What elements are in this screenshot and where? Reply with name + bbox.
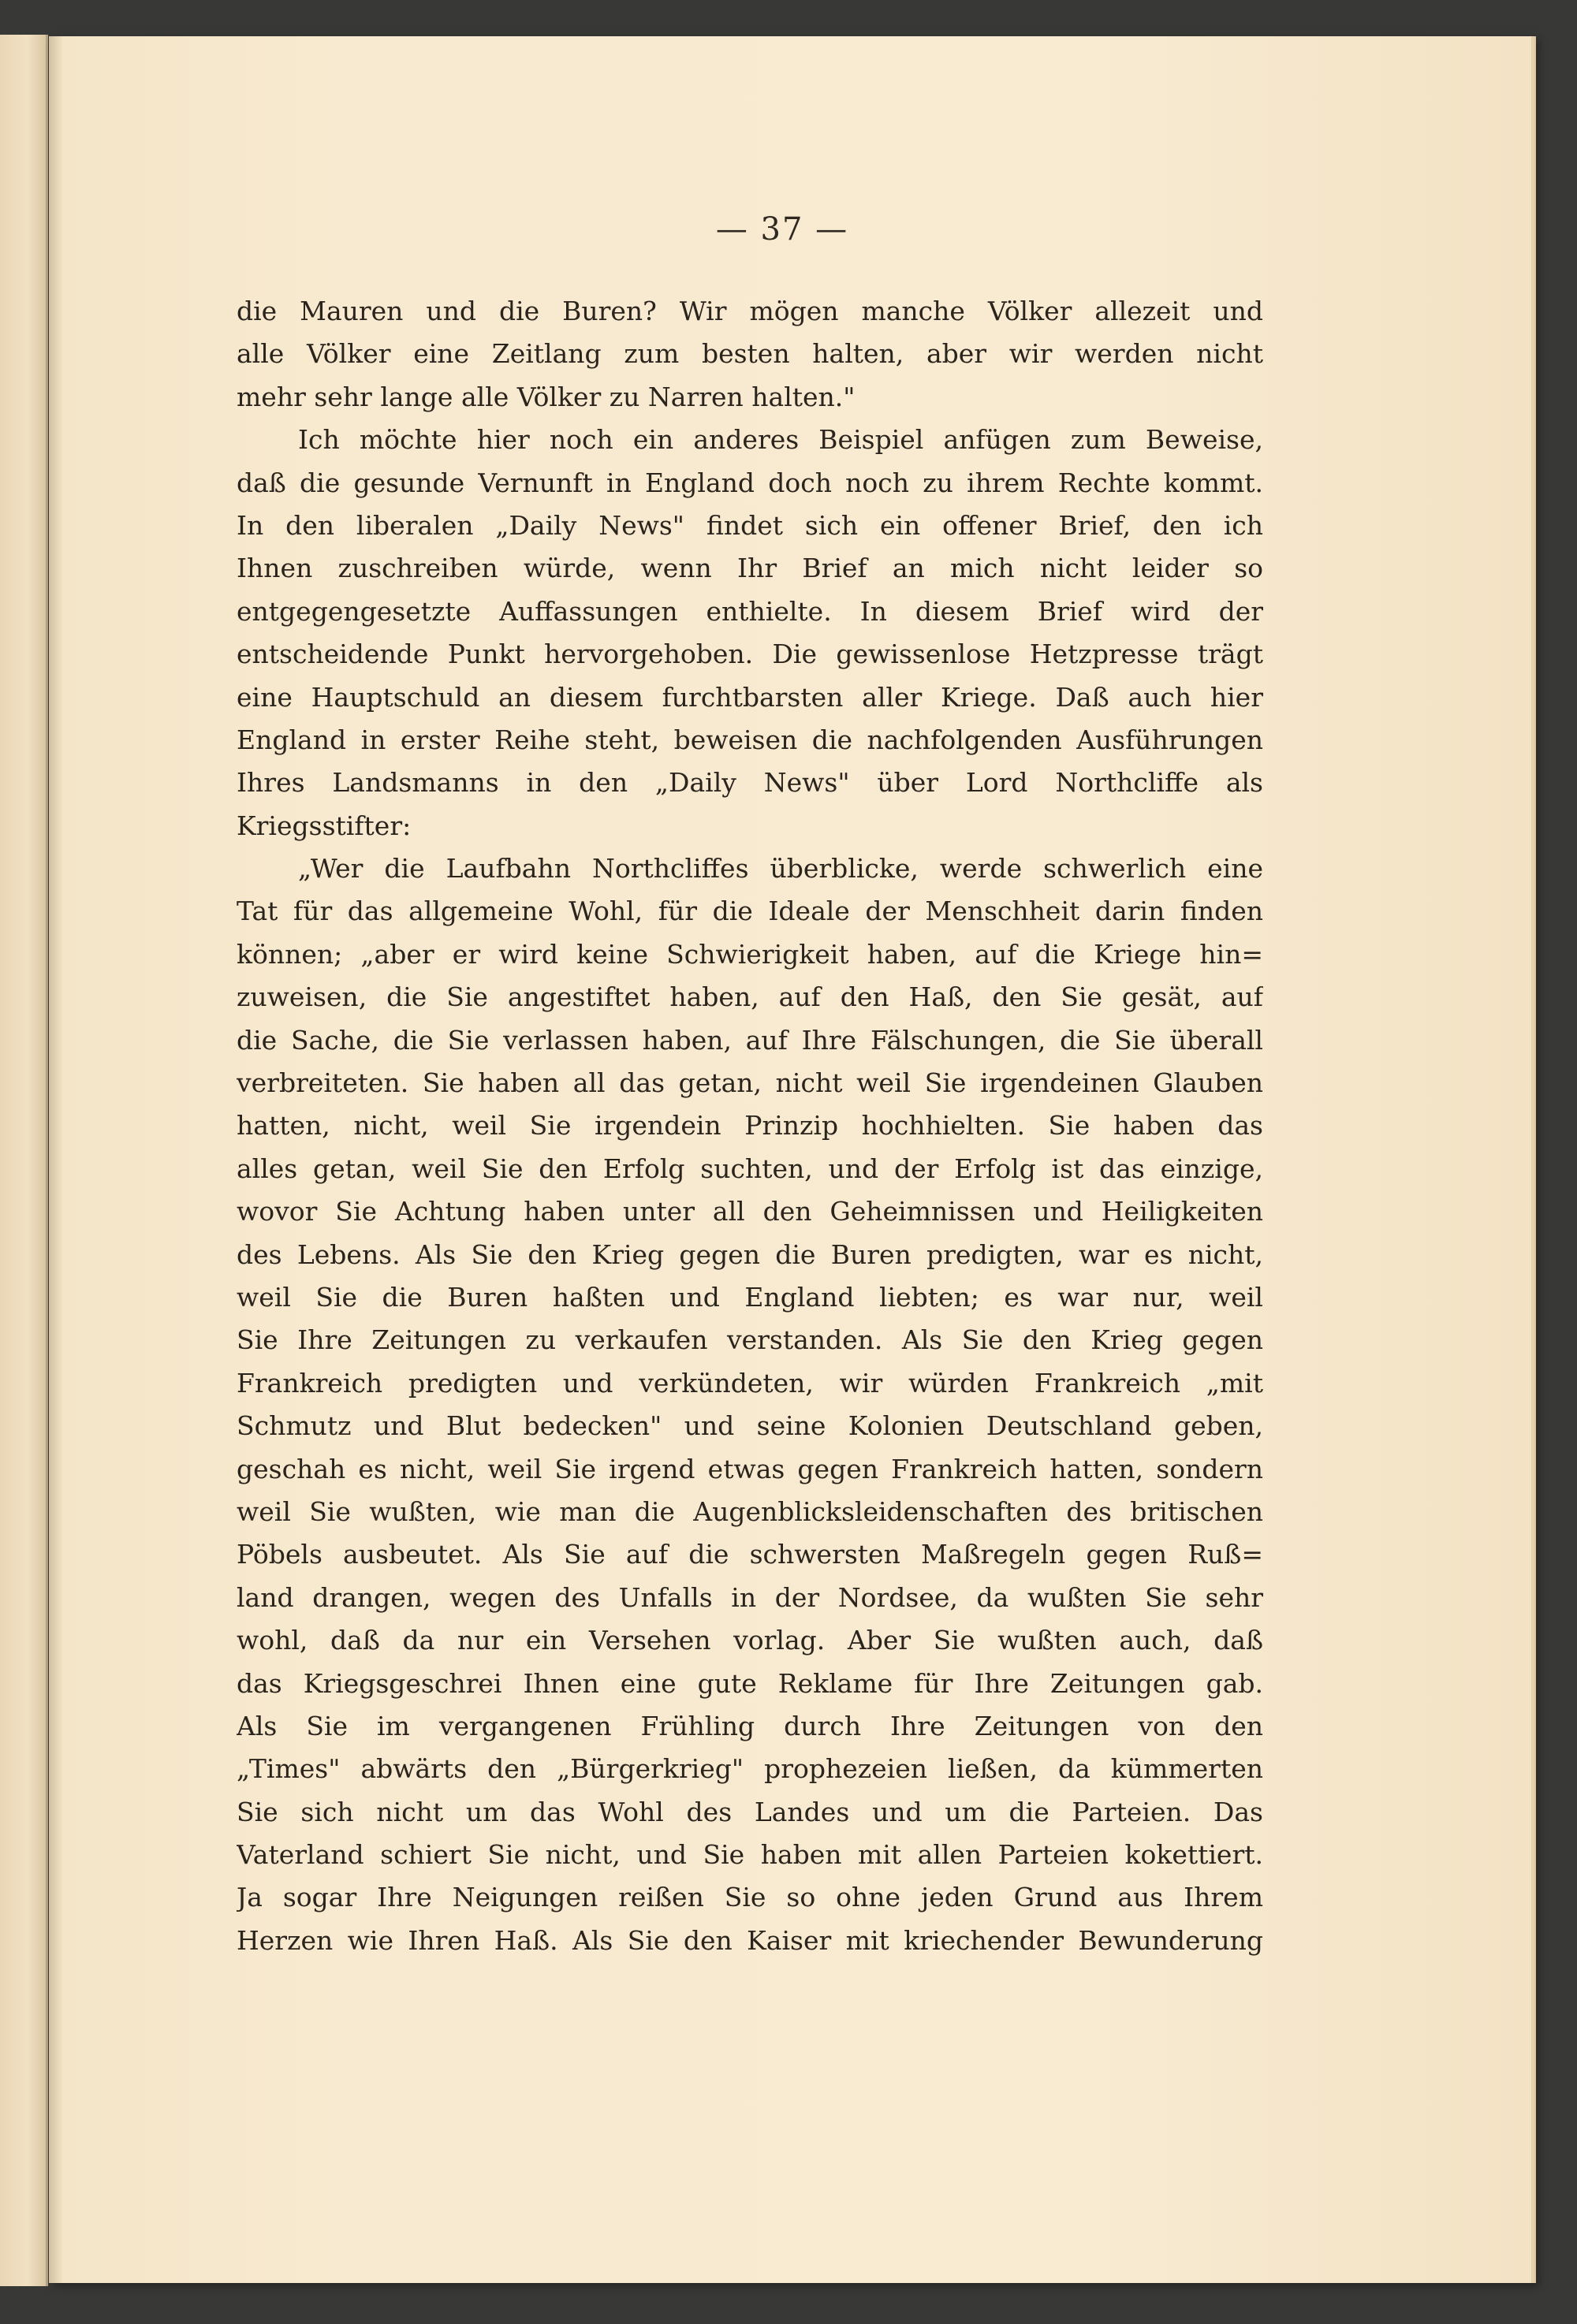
- text-line: zuweisen, die Sie angestiftet haben, auf den Haß, den Sie gesät, auf: [237, 981, 1263, 1013]
- text-line: Kriegsstifter:: [237, 810, 412, 841]
- text-line: daß die gesunde Vernunft in England doch noch zu ihrem Rechte kommt.: [237, 467, 1263, 498]
- text-line: „Times" abwärts den „Bürgerkrieg" prophezeien ließen, da kümmerten: [237, 1753, 1263, 1785]
- text-line: die Mauren und die Buren? Wir mögen manche Völker allezeit und: [237, 296, 1263, 326]
- text-line: Sie sich nicht um das Wohl des Landes und um die Parteien. Das: [237, 1796, 1263, 1827]
- text-line: alle Völker eine Zeitlang zum besten halten, aber wir werden nicht: [237, 338, 1263, 370]
- text-line: können; „aber er wird keine Schwierigkeit haben, auf die Kriege hin=: [237, 938, 1263, 970]
- text-line: Sie Ihre Zeitungen zu verkaufen verstanden. Als Sie den Krieg gegen: [237, 1324, 1263, 1356]
- text-line: land drangen, wegen des Unfalls in der Nordsee, da wußten Sie sehr: [237, 1581, 1263, 1613]
- text-line: England in erster Reihe steht, beweisen die nachfolgenden Ausführungen: [237, 724, 1263, 755]
- text-line: Frankreich predigten und verkündeten, wir würden Frankreich „mit: [237, 1367, 1263, 1398]
- page-number-text: — 37 —: [715, 211, 849, 248]
- text-line: eine Hauptschuld an diesem furchtbarsten aller Kriege. Daß auch hier: [237, 681, 1263, 713]
- text-line: mehr sehr lange alle Völker zu Narren halten.": [237, 381, 856, 412]
- text-line: des Lebens. Als Sie den Krieg gegen die Buren predigten, war es nicht,: [237, 1238, 1263, 1270]
- text-line: Vaterland schiert Sie nicht, und Sie haben mit allen Parteien kokettiert.: [237, 1839, 1263, 1871]
- text-line: Pöbels ausbeutet. Als Sie auf die schwersten Maßregeln gegen Ruß=: [237, 1539, 1263, 1570]
- facing-page-edge: [0, 35, 48, 2286]
- text-line: hatten, nicht, weil Sie irgendein Prinzip hochhielten. Sie haben das: [237, 1110, 1263, 1142]
- text-line: alles getan, weil Sie den Erfolg suchten, und der Erfolg ist das einzige,: [237, 1153, 1263, 1184]
- text-line: wohl, daß da nur ein Versehen vorlag. Aber Sie wußten auch, daß: [237, 1625, 1263, 1656]
- text-line: weil Sie wußten, wie man die Augenblicksleidenschaften des britischen: [237, 1495, 1263, 1527]
- book-page: [49, 36, 1534, 2283]
- page-number: [49, 211, 1531, 248]
- text-line: das Kriegsgeschrei Ihnen eine gute Reklame für Ihre Zeitungen gab.: [237, 1667, 1263, 1699]
- text-line: die Sache, die Sie verlassen haben, auf Ihre Fälschungen, die Sie überall: [237, 1024, 1263, 1056]
- body-text: [237, 290, 1263, 1962]
- spine-shadow: [49, 36, 63, 2283]
- text-line: Schmutz und Blut bedecken" und seine Kolonien Deutschland geben,: [237, 1410, 1263, 1442]
- text-line: wovor Sie Achtung haben unter all den Geheimnissen und Heiligkeiten: [237, 1196, 1263, 1227]
- text-line: Als Sie im vergangenen Frühling durch Ihre Zeitungen von den: [237, 1710, 1263, 1741]
- text-line: Herzen wie Ihren Haß. Als Sie den Kaiser mit kriechender Bewunderung: [237, 1924, 1263, 1956]
- text-line: Ihres Landsmanns in den „Daily News" über Lord Northcliffe als: [237, 767, 1263, 799]
- text-line: Ihnen zuschreiben würde, wenn Ihr Brief an mich nicht leider so: [237, 553, 1263, 584]
- text-line: In den liberalen „Daily News" findet sich ein offener Brief, den ich: [237, 509, 1263, 541]
- text-line: entscheidende Punkt hervorgehoben. Die gewissenlose Hetzpresse trägt: [237, 639, 1263, 670]
- text-line: verbreiteten. Sie haben all das getan, nicht weil Sie irgendeinen Glauben: [237, 1067, 1263, 1099]
- text-line: „Wer die Laufbahn Northcliffes überblicke, werde schwerlich eine: [298, 853, 1263, 885]
- text-line: geschah es nicht, weil Sie irgend etwas gegen Frankreich hatten, sondern: [237, 1453, 1263, 1484]
- text-line: Tat für das allgemeine Wohl, für die Ideale der Menschheit darin finden: [237, 896, 1263, 927]
- text-line: entgegengesetzte Auffassungen enthielte. In diesem Brief wird der: [237, 595, 1263, 627]
- text-line: Ich möchte hier noch ein anderes Beispiel anfügen zum Beweise,: [298, 424, 1263, 456]
- text-line: weil Sie die Buren haßten und England liebten; es war nur, weil: [237, 1281, 1263, 1313]
- text-line: Ja sogar Ihre Neigungen reißen Sie so ohne jeden Grund aus Ihrem: [237, 1882, 1263, 1913]
